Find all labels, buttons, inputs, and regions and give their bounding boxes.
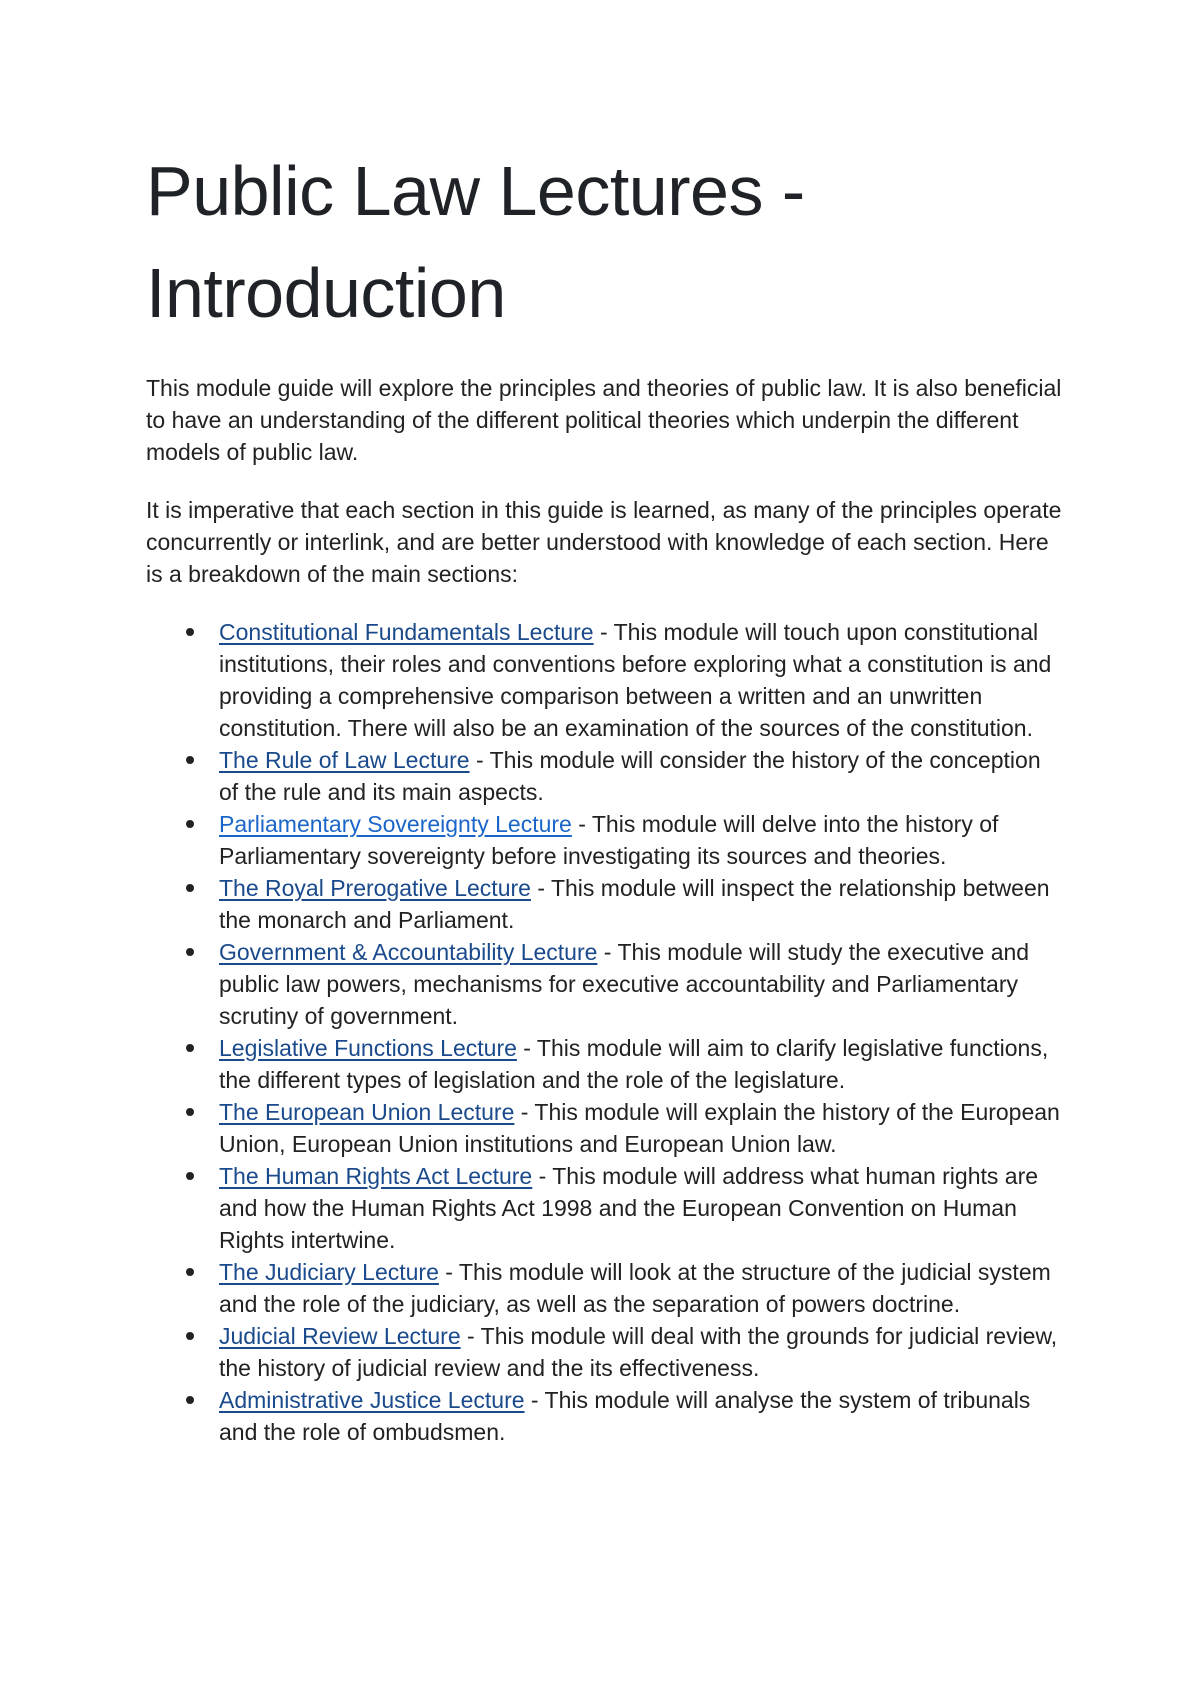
link-judicial-review[interactable]: Judicial Review Lecture — [219, 1323, 461, 1349]
list-item — [146, 1160, 1066, 1256]
bullet-icon — [186, 1268, 194, 1276]
link-rule-of-law[interactable]: The Rule of Law Lecture — [219, 747, 470, 773]
list-item — [146, 1320, 1066, 1384]
list-item — [146, 616, 1066, 744]
list-item — [146, 1384, 1066, 1448]
list-item — [146, 1096, 1066, 1160]
list-item — [146, 808, 1066, 872]
list-item — [146, 1032, 1066, 1096]
breakdown-paragraph: It is imperative that each section in this guide is learned, as many of the principles operate concurrently or interlink, and are better understood with knowledge of each section. Here is a breakdown of the main sections: — [146, 497, 1062, 587]
link-constitutional-fundamentals[interactable]: Constitutional Fundamentals Lecture — [219, 619, 594, 645]
list-item-description: - This module will inspect the relationship between the monarch and Parliament. — [219, 875, 1050, 933]
sections-list — [146, 616, 1066, 1448]
list-item-description: - This module will touch upon constitutional institutions, their roles and conventions before exploring what a constitution is and providing a comprehensive comparison between a written and an unwritten constitution. There will also be an examination of the sources of the constitution. — [219, 619, 1052, 741]
bullet-icon — [186, 1108, 194, 1116]
list-item-description: - This module will aim to clarify legislative functions, the different types of legislation and the role of the legislature. — [219, 1035, 1049, 1093]
list-item-description: - This module will address what human rights are and how the Human Rights Act 1998 and the European Convention on Human Rights intertwine. — [219, 1163, 1039, 1253]
list-item-description: - This module will deal with the grounds for judicial review, the history of judicial review and the its effectiveness. — [219, 1323, 1058, 1381]
list-item — [146, 744, 1066, 808]
list-item-description: - This module will analyse the system of tribunals and the role of ombudsmen. — [219, 1387, 1031, 1445]
bullet-icon — [186, 628, 194, 636]
list-item-description: - This module will explain the history of the European Union, European Union institutions and European Union law. — [219, 1099, 1060, 1157]
list-item-description: - This module will study the executive and public law powers, mechanisms for executive accountability and Parliamentary scrutiny of government. — [219, 939, 1030, 1029]
list-item-description: - This module will consider the history of the conception of the rule and its main aspects. — [219, 747, 1041, 805]
list-item-description: - This module will delve into the history of Parliamentary sovereignty before investigating its sources and theories. — [219, 811, 999, 869]
link-administrative-justice[interactable]: Administrative Justice Lecture — [219, 1387, 525, 1413]
link-human-rights-act[interactable]: The Human Rights Act Lecture — [219, 1163, 533, 1189]
link-royal-prerogative[interactable]: The Royal Prerogative Lecture — [219, 875, 531, 901]
bullet-icon — [186, 1396, 194, 1404]
bullet-icon — [186, 948, 194, 956]
bullet-icon — [186, 756, 194, 764]
link-european-union[interactable]: The European Union Lecture — [219, 1099, 515, 1125]
link-judiciary[interactable]: The Judiciary Lecture — [219, 1259, 439, 1285]
list-item — [146, 1256, 1066, 1320]
list-item — [146, 936, 1066, 1032]
bullet-icon — [186, 820, 194, 828]
intro-paragraph: This module guide will explore the principles and theories of public law. It is also beneficial to have an understanding of the different political theories which underpin the different models of public law. — [146, 375, 1062, 465]
bullet-icon — [186, 1332, 194, 1340]
list-item — [146, 872, 1066, 936]
link-government-accountability[interactable]: Government & Accountability Lecture — [219, 939, 598, 965]
page-title: Public Law Lectures - Introduction — [146, 152, 805, 332]
list-item-description: - This module will look at the structure of the judicial system and the role of the judiciary, as well as the separation of powers doctrine. — [219, 1259, 1051, 1317]
bullet-icon — [186, 1044, 194, 1052]
bullet-icon — [186, 1172, 194, 1180]
link-legislative-functions[interactable]: Legislative Functions Lecture — [219, 1035, 517, 1061]
document-page — [146, 140, 1066, 1448]
bullet-icon — [186, 884, 194, 892]
link-parliamentary-sovereignty[interactable]: Parliamentary Sovereignty Lecture — [219, 811, 572, 837]
